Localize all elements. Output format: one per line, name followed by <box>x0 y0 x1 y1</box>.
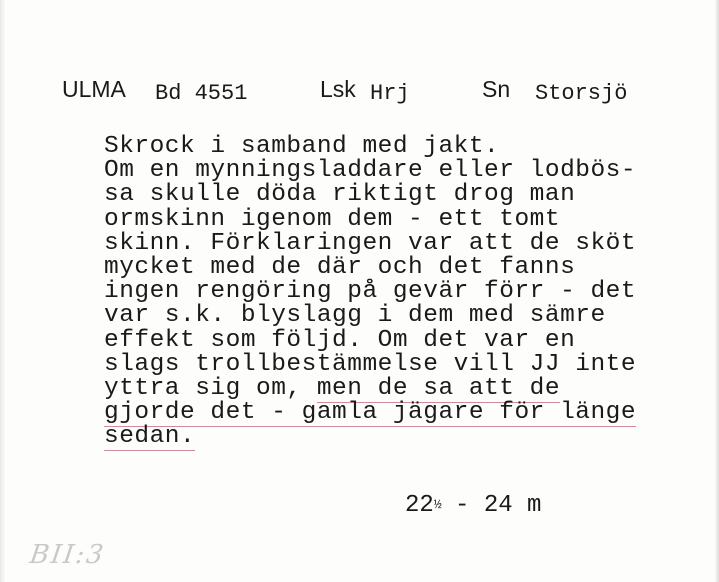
sn-value: Storsjö <box>535 81 628 106</box>
underlined-segment: gjorde det - gamla jägare för länge <box>104 399 637 427</box>
measure-whole: 22 <box>405 492 434 519</box>
text-line <box>104 377 704 401</box>
text-line: ormskinn igenom dem - ett tomt <box>104 205 561 233</box>
lsk-label: Lsk <box>320 76 356 102</box>
text-line: ingen rengöring på gevär förr - det <box>104 278 637 306</box>
sn-label: Sn <box>482 76 511 102</box>
measure-rest: - 24 m <box>440 492 542 519</box>
card-header <box>0 76 719 112</box>
underlined-segment: sedan. <box>104 423 196 451</box>
measure-fraction: ½ <box>433 497 441 512</box>
text-line: Skrock i samband med jakt. <box>104 133 500 160</box>
archive-code: ULMA <box>62 76 126 102</box>
text-line: var s.k. blyslagg i dem med sämre <box>104 302 606 330</box>
text-line: mycket med de där och det fanns <box>104 254 576 282</box>
depth-measure <box>405 492 541 519</box>
text-line: effekt som följd. Om det var en <box>104 326 576 354</box>
handwritten-stamp: BII:3 <box>27 540 108 570</box>
text-line: Om en mynningsladdare eller lodbös- <box>104 157 637 185</box>
text-line: sa skulle döda riktigt drog man <box>104 181 576 209</box>
text-line: skinn. Förklaringen var att de sköt <box>104 229 637 257</box>
underlined-segment: men de sa att de <box>316 375 561 403</box>
text-line <box>104 425 704 449</box>
text-line: slags trollbestämmelse vill JJ inte <box>104 350 637 378</box>
volume-number: Bd 4551 <box>155 81 248 106</box>
text-segment: yttra sig om, <box>104 375 317 403</box>
lsk-value: Hrj <box>370 81 410 106</box>
text-line <box>104 401 704 425</box>
record-text <box>104 135 704 450</box>
